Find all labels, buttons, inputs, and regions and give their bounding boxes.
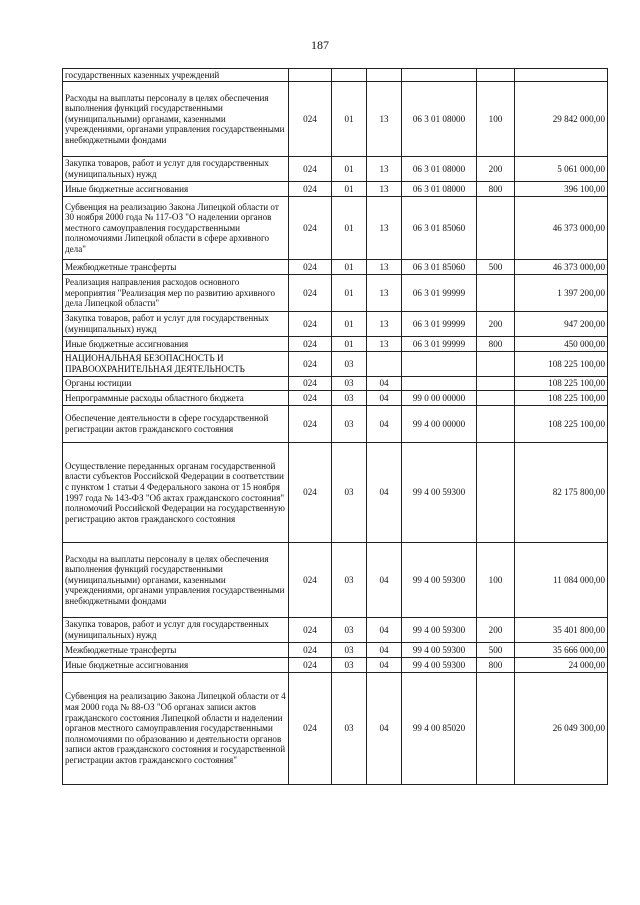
expense-type-cell: 200 (477, 312, 515, 337)
target-article-cell: 99 4 00 59300 (402, 658, 477, 673)
expense-type-cell (477, 197, 515, 260)
subsection-code-cell: 04 (367, 443, 402, 543)
row-name-cell: Межбюджетные трансферты (63, 643, 289, 658)
row-name-cell: Обеспечение деятельности в сфере государственной регистрации актов гражданского состояния (63, 406, 289, 443)
subsection-code-cell: 13 (367, 275, 402, 312)
admin-code-cell: 024 (289, 406, 332, 443)
amount-cell: 108 225 100,00 (515, 352, 608, 377)
expense-type-cell (477, 391, 515, 406)
amount-cell: 5 061 000,00 (515, 157, 608, 182)
amount-cell: 35 666 000,00 (515, 643, 608, 658)
target-article-cell: 06 3 01 08000 (402, 182, 477, 197)
subsection-code-cell: 13 (367, 260, 402, 275)
admin-code-cell: 024 (289, 543, 332, 618)
admin-code-cell: 024 (289, 82, 332, 157)
budget-table (62, 68, 608, 785)
section-code-cell: 01 (332, 157, 367, 182)
amount-cell: 108 225 100,00 (515, 391, 608, 406)
section-code-cell: 01 (332, 337, 367, 352)
target-article-cell: 06 3 01 08000 (402, 82, 477, 157)
section-code-cell: 01 (332, 260, 367, 275)
row-name-cell: Закупка товаров, работ и услуг для государственных (муниципальных) нужд (63, 157, 289, 182)
expense-type-cell: 100 (477, 82, 515, 157)
row-name-cell: Иные бюджетные ассигнования (63, 182, 289, 197)
admin-code-cell: 024 (289, 157, 332, 182)
admin-code-cell: 024 (289, 337, 332, 352)
target-article-cell: 99 0 00 00000 (402, 391, 477, 406)
section-code-cell: 03 (332, 543, 367, 618)
amount-cell: 29 842 000,00 (515, 82, 608, 157)
row-name-cell: Субвенция на реализацию Закона Липецкой области от 4 мая 2000 года № 88-ОЗ "Об органах записи актов гражданского состояния Липецкой области и наделении органов местного самоуправления государственными полномочиями по образованию и деятельности органов записи актов гражданского состояния и государственной регистрации актов гражданского состояния" (63, 673, 289, 785)
section-code-cell (332, 69, 367, 82)
subsection-code-cell: 13 (367, 82, 402, 157)
row-name-cell: Иные бюджетные ассигнования (63, 337, 289, 352)
amount-cell: 947 200,00 (515, 312, 608, 337)
section-code-cell: 03 (332, 352, 367, 377)
row-name-cell: Непрограммные расходы областного бюджета (63, 391, 289, 406)
expense-type-cell (477, 673, 515, 785)
table-row (63, 352, 608, 377)
table-row (63, 658, 608, 673)
subsection-code-cell (367, 69, 402, 82)
admin-code-cell: 024 (289, 260, 332, 275)
section-code-cell: 01 (332, 82, 367, 157)
amount-cell: 46 373 000,00 (515, 197, 608, 260)
row-name-cell: Расходы на выплаты персоналу в целях обеспечения выполнения функций государственными (муниципальными) органами, казенными учреждениями, органами управления государственными внебюджетными фондами (63, 543, 289, 618)
section-code-cell: 03 (332, 618, 367, 643)
subsection-code-cell: 13 (367, 337, 402, 352)
admin-code-cell: 024 (289, 377, 332, 391)
section-code-cell: 01 (332, 312, 367, 337)
target-article-cell (402, 352, 477, 377)
admin-code-cell: 024 (289, 673, 332, 785)
section-code-cell: 01 (332, 182, 367, 197)
expense-type-cell: 800 (477, 182, 515, 197)
section-code-cell: 03 (332, 406, 367, 443)
table-row (63, 260, 608, 275)
table-row (63, 543, 608, 618)
table-row (63, 69, 608, 82)
subsection-code-cell: 04 (367, 673, 402, 785)
admin-code-cell: 024 (289, 197, 332, 260)
table-row (63, 618, 608, 643)
section-code-cell: 03 (332, 443, 367, 543)
amount-cell (515, 69, 608, 82)
section-code-cell: 03 (332, 377, 367, 391)
expense-type-cell: 100 (477, 543, 515, 618)
amount-cell: 26 049 300,00 (515, 673, 608, 785)
table-row (63, 673, 608, 785)
table-row (63, 182, 608, 197)
expense-type-cell: 500 (477, 643, 515, 658)
amount-cell: 396 100,00 (515, 182, 608, 197)
target-article-cell: 99 4 00 59300 (402, 443, 477, 543)
admin-code-cell: 024 (289, 643, 332, 658)
target-article-cell: 06 3 01 99999 (402, 275, 477, 312)
admin-code-cell: 024 (289, 443, 332, 543)
expense-type-cell: 800 (477, 658, 515, 673)
target-article-cell: 06 3 01 99999 (402, 337, 477, 352)
amount-cell: 108 225 100,00 (515, 406, 608, 443)
expense-type-cell: 800 (477, 337, 515, 352)
table-row (63, 82, 608, 157)
row-name-cell: Закупка товаров, работ и услуг для государственных (муниципальных) нужд (63, 312, 289, 337)
row-name-cell: Осуществление переданных органам государственной власти субъектов Российской Федерации в соответствии с пунктом 1 статьи 4 Федерального закона от 15 ноября 1997 года № 143-ФЗ "Об актах гражданского состояния" полномочий Российской Федерации на государственную регистрацию актов гражданского состояния (63, 443, 289, 543)
table-row (63, 312, 608, 337)
subsection-code-cell: 04 (367, 658, 402, 673)
row-name-cell: НАЦИОНАЛЬНАЯ БЕЗОПАСНОСТЬ И ПРАВООХРАНИТЕЛЬНАЯ ДЕЯТЕЛЬНОСТЬ (63, 352, 289, 377)
section-code-cell: 01 (332, 197, 367, 260)
target-article-cell: 06 3 01 99999 (402, 312, 477, 337)
amount-cell: 450 000,00 (515, 337, 608, 352)
page-number: 187 (311, 38, 329, 52)
amount-cell: 82 175 800,00 (515, 443, 608, 543)
target-article-cell: 06 3 01 08000 (402, 157, 477, 182)
section-code-cell: 03 (332, 643, 367, 658)
subsection-code-cell: 13 (367, 312, 402, 337)
expense-type-cell (477, 443, 515, 543)
table-row (63, 443, 608, 543)
row-name-cell: Субвенция на реализацию Закона Липецкой области от 30 ноября 2000 года № 117-ОЗ "О наделении органов местного самоуправления государственными полномочиями Липецкой области в сфере архивного дела" (63, 197, 289, 260)
table-row (63, 275, 608, 312)
table-row (63, 643, 608, 658)
table-row (63, 406, 608, 443)
subsection-code-cell: 04 (367, 618, 402, 643)
table-row (63, 157, 608, 182)
target-article-cell: 06 3 01 85060 (402, 260, 477, 275)
table-row (63, 377, 608, 391)
row-name-cell: Реализация направления расходов основного мероприятия "Реализация мер по развитию архивного дела Липецкой области" (63, 275, 289, 312)
target-article-cell: 99 4 00 85020 (402, 673, 477, 785)
subsection-code-cell: 04 (367, 391, 402, 406)
admin-code-cell: 024 (289, 275, 332, 312)
expense-type-cell: 500 (477, 260, 515, 275)
admin-code-cell: 024 (289, 312, 332, 337)
subsection-code-cell: 13 (367, 157, 402, 182)
target-article-cell: 06 3 01 85060 (402, 197, 477, 260)
budget-table-body (63, 69, 608, 785)
section-code-cell: 03 (332, 658, 367, 673)
admin-code-cell (289, 69, 332, 82)
subsection-code-cell (367, 352, 402, 377)
amount-cell: 35 401 800,00 (515, 618, 608, 643)
expense-type-cell (477, 69, 515, 82)
expense-type-cell (477, 352, 515, 377)
subsection-code-cell: 04 (367, 643, 402, 658)
table-row (63, 337, 608, 352)
expense-type-cell (477, 406, 515, 443)
expense-type-cell (477, 275, 515, 312)
subsection-code-cell: 13 (367, 197, 402, 260)
table-row (63, 197, 608, 260)
row-name-cell: государственных казенных учреждений (63, 69, 289, 82)
section-code-cell: 01 (332, 275, 367, 312)
row-name-cell: Расходы на выплаты персоналу в целях обеспечения выполнения функций государственными (муниципальными) органами, казенными учреждениями, органами управления государственными внебюджетными фондами (63, 82, 289, 157)
amount-cell: 1 397 200,00 (515, 275, 608, 312)
section-code-cell: 03 (332, 673, 367, 785)
target-article-cell (402, 69, 477, 82)
amount-cell: 11 084 000,00 (515, 543, 608, 618)
target-article-cell: 99 4 00 59300 (402, 543, 477, 618)
amount-cell: 24 000,00 (515, 658, 608, 673)
subsection-code-cell: 13 (367, 182, 402, 197)
admin-code-cell: 024 (289, 658, 332, 673)
amount-cell: 108 225 100,00 (515, 377, 608, 391)
expense-type-cell (477, 377, 515, 391)
target-article-cell (402, 377, 477, 391)
row-name-cell: Органы юстиции (63, 377, 289, 391)
row-name-cell: Иные бюджетные ассигнования (63, 658, 289, 673)
subsection-code-cell: 04 (367, 543, 402, 618)
section-code-cell: 03 (332, 391, 367, 406)
subsection-code-cell: 04 (367, 406, 402, 443)
target-article-cell: 99 4 00 59300 (402, 618, 477, 643)
admin-code-cell: 024 (289, 618, 332, 643)
table-row (63, 391, 608, 406)
target-article-cell: 99 4 00 59300 (402, 643, 477, 658)
expense-type-cell: 200 (477, 157, 515, 182)
admin-code-cell: 024 (289, 352, 332, 377)
expense-type-cell: 200 (477, 618, 515, 643)
admin-code-cell: 024 (289, 391, 332, 406)
subsection-code-cell: 04 (367, 377, 402, 391)
amount-cell: 46 373 000,00 (515, 260, 608, 275)
target-article-cell: 99 4 00 00000 (402, 406, 477, 443)
admin-code-cell: 024 (289, 182, 332, 197)
row-name-cell: Закупка товаров, работ и услуг для государственных (муниципальных) нужд (63, 618, 289, 643)
row-name-cell: Межбюджетные трансферты (63, 260, 289, 275)
